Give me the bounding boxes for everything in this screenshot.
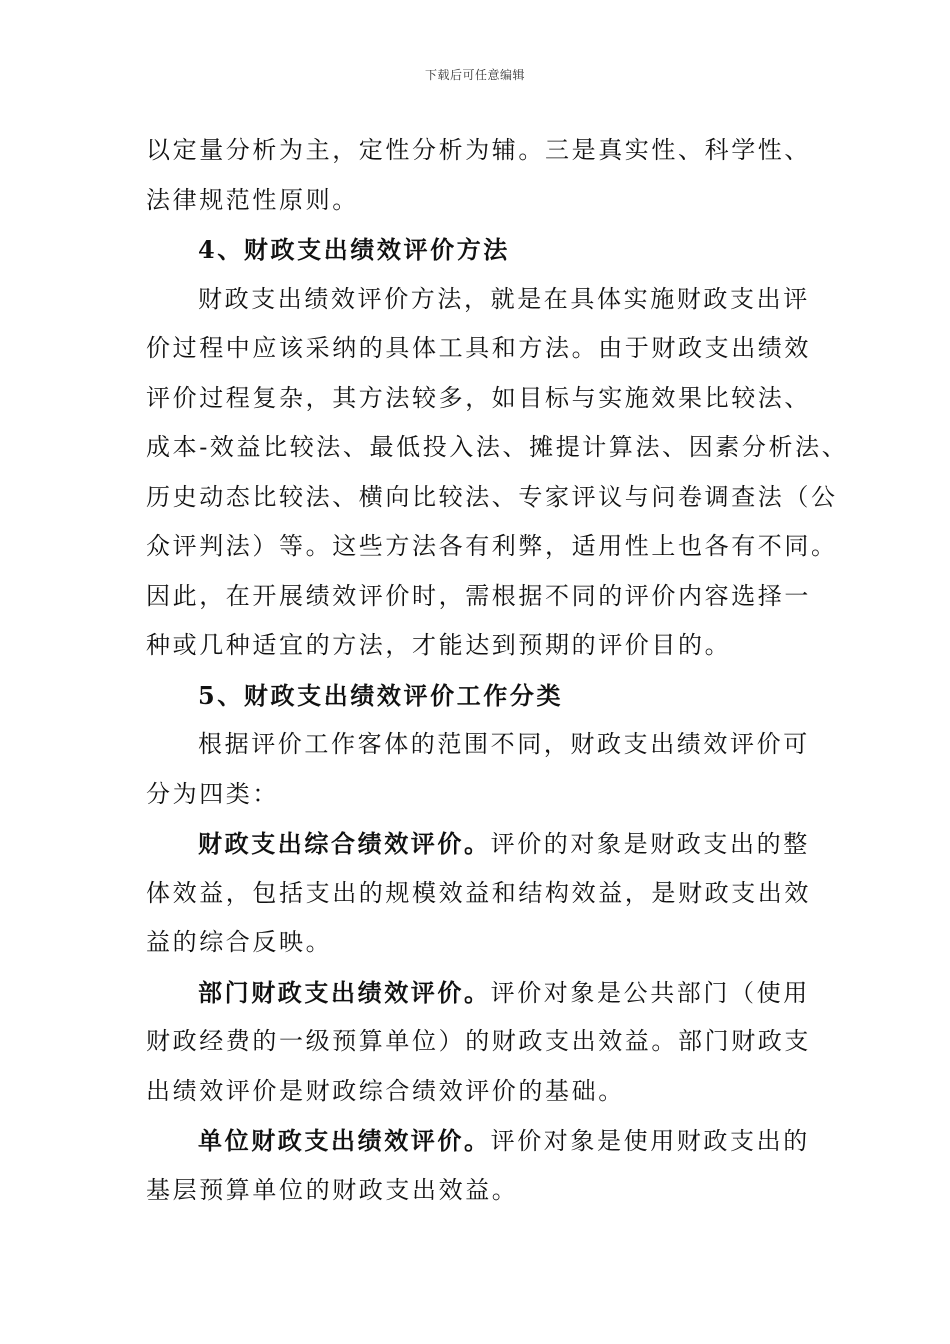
paragraph-line: 因此，在开展绩效评价时，需根据不同的评价内容选择一 [146, 581, 811, 610]
header-note: 下载后可任意编辑 [424, 68, 525, 82]
section-heading-4: 4、财政支出绩效评价方法 [198, 235, 510, 264]
paragraph-line [146, 819, 826, 869]
paragraph-line: 根据评价工作客体的范围不同，财政支出绩效评价可 [198, 730, 810, 758]
paragraph-line: 财政经费的一级预算单位）的财政支出效益。部门财政支 [146, 1027, 811, 1055]
paragraph-line: 财政支出绩效评价方法，就是在具体实施财政支出评 [198, 284, 810, 313]
paragraph-line [146, 1116, 826, 1166]
paragraph-line: 评价过程复杂，其方法较多，如目标与实施效果比较法、 [146, 383, 811, 412]
paragraph-line: 法律规范性原则。 [146, 185, 359, 214]
paragraph-line: 出绩效评价是财政综合绩效评价的基础。 [146, 1076, 625, 1105]
paragraph-line: 分为四类： [146, 779, 279, 808]
category-title: 单位财政支出绩效评价。 [198, 1126, 491, 1155]
paragraph-line: 价过程中应该采纳的具体工具和方法。由于财政支出绩效 [146, 334, 811, 362]
paragraph-line: 种或几种适宜的方法，才能达到预期的评价目的。 [146, 631, 732, 659]
category-title: 财政支出综合绩效评价。 [198, 829, 491, 858]
category-title: 部门财政支出绩效评价。 [198, 977, 491, 1007]
paragraph-line [146, 968, 826, 1018]
paragraph-line: 成本-效益比较法、最低投入法、摊提计算法、因素分析法、 [146, 433, 849, 461]
paragraph-line: 众评判法）等。这些方法各有利弊，适用性上也各有不同。 [146, 532, 838, 560]
body-text [146, 126, 849, 1215]
paragraph-line: 历史动态比较法、横向比较法、专家评议与问卷调查法（公 [146, 482, 838, 511]
section-heading-5: 5、财政支出绩效评价工作分类 [198, 680, 564, 710]
paragraph-line: 以定量分析为主，定性分析为辅。三是真实性、科学性、 [146, 136, 811, 164]
category-desc: 评价对象是使用财政支出的 [490, 1127, 810, 1155]
paragraph-line: 益的综合反映。 [146, 928, 333, 956]
paragraph-line: 基层预算单位的财政支出效益。 [146, 1175, 519, 1204]
category-desc: 评价对象是公共部门（使用 [490, 978, 810, 1007]
paragraph-line: 体效益，包括支出的规模效益和结构效益，是财政支出效 [146, 878, 811, 907]
category-desc: 评价的对象是财政支出的整 [490, 830, 810, 858]
